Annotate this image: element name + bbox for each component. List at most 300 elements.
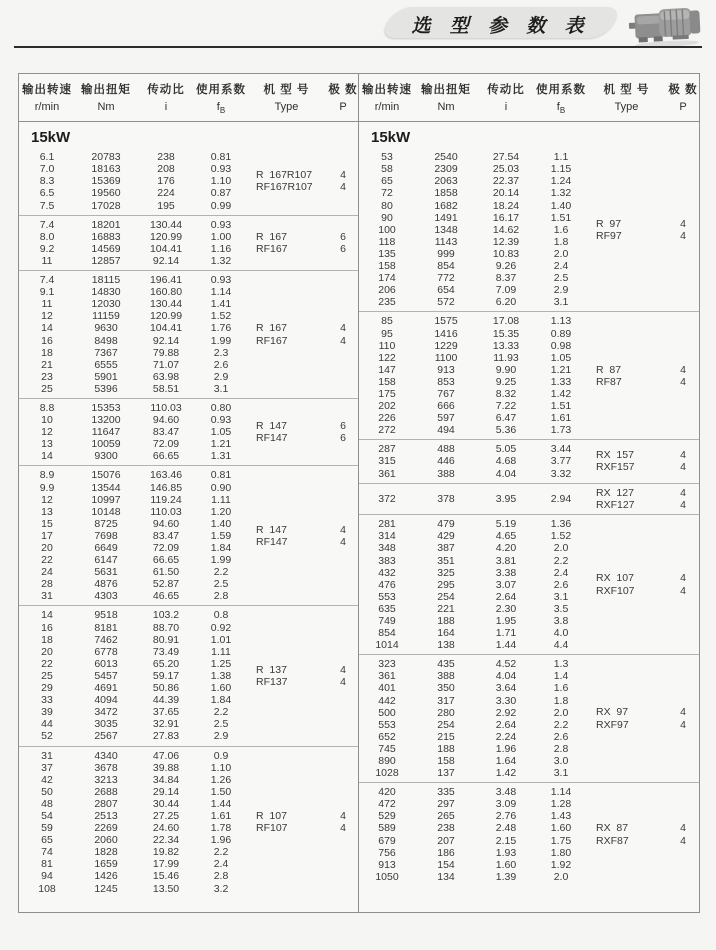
table-block xyxy=(19,605,358,745)
model-line xyxy=(587,572,699,584)
model-poles: 4 xyxy=(680,375,686,388)
table-row xyxy=(19,883,247,895)
cell-speed: 14 xyxy=(41,322,53,335)
cell-speed: 235 xyxy=(378,296,396,309)
cell-ratio: 3.07 xyxy=(495,578,517,591)
cell-speed: 16 xyxy=(41,621,53,634)
cell-ratio: 176 xyxy=(157,175,175,188)
model-line xyxy=(247,676,359,688)
table-row xyxy=(19,371,247,383)
cell-speed: 65 xyxy=(41,834,53,847)
model-poles: 4 xyxy=(340,535,346,548)
cell-ratio: 2.76 xyxy=(495,810,517,823)
cell-factor: 2.0 xyxy=(553,247,569,260)
table-row xyxy=(19,762,247,774)
cell-ratio: 10.83 xyxy=(492,247,520,260)
cell-ratio: 47.06 xyxy=(152,749,180,762)
table-block xyxy=(359,148,699,311)
table-row xyxy=(359,493,587,505)
cell-speed: 22 xyxy=(41,657,53,670)
table-row xyxy=(19,670,247,682)
table-row xyxy=(19,530,247,542)
model-line xyxy=(587,376,699,388)
cell-ratio: 83.47 xyxy=(152,529,180,542)
model-poles: 4 xyxy=(680,461,686,474)
cell-ratio: 2.92 xyxy=(495,706,517,719)
cell-factor: 1.8 xyxy=(553,694,569,707)
cell-factor: 2.0 xyxy=(553,706,569,719)
table-row xyxy=(19,694,247,706)
table-row xyxy=(359,859,587,871)
table-row xyxy=(359,670,587,682)
model-type: R 147 xyxy=(256,419,287,432)
cell-torque: 913 xyxy=(437,363,455,376)
cell-speed: 28 xyxy=(41,578,53,591)
model-box xyxy=(247,322,359,347)
cell-speed: 18 xyxy=(41,633,53,646)
cell-ratio: 130.44 xyxy=(149,218,183,231)
cell-ratio: 238 xyxy=(157,151,175,164)
cell-ratio: 9.26 xyxy=(495,260,517,273)
table-row xyxy=(359,798,587,810)
cell-speed: 58 xyxy=(381,163,393,176)
cell-ratio: 65.20 xyxy=(152,657,180,670)
cell-speed: 652 xyxy=(378,730,396,743)
cell-factor: 1.80 xyxy=(550,846,572,859)
cell-torque: 188 xyxy=(437,742,455,755)
table-row xyxy=(359,224,587,236)
page-title: 选 型 参 数 表 xyxy=(411,16,591,37)
block-rows xyxy=(359,493,587,505)
model-line xyxy=(587,364,699,376)
table-row xyxy=(19,646,247,658)
cell-speed: 16 xyxy=(41,334,53,347)
power-label-right: 15kW xyxy=(371,129,411,147)
cell-ratio: 20.14 xyxy=(492,187,520,200)
model-box xyxy=(247,231,359,256)
cell-factor: 0.99 xyxy=(210,199,232,212)
cell-ratio: 73.49 xyxy=(152,645,180,658)
cell-ratio: 4.65 xyxy=(495,530,517,543)
cell-speed: 20 xyxy=(41,645,53,658)
cell-factor: 1.61 xyxy=(550,412,572,425)
cell-factor: 3.44 xyxy=(550,443,572,456)
cell-torque: 4303 xyxy=(94,590,118,603)
cell-factor: 2.4 xyxy=(553,260,569,273)
cell-ratio: 61.50 xyxy=(152,566,180,579)
model-box xyxy=(247,810,359,835)
cell-speed: 158 xyxy=(378,260,396,273)
cell-torque: 5457 xyxy=(94,669,118,682)
cell-ratio: 63.98 xyxy=(152,370,180,383)
cell-factor: 1.40 xyxy=(550,199,572,212)
cell-speed: 756 xyxy=(378,846,396,859)
table-block xyxy=(19,746,358,898)
cell-ratio: 11.93 xyxy=(493,351,519,364)
table-row xyxy=(19,834,247,846)
cell-factor: 3.5 xyxy=(553,602,569,615)
model-type: RF167 xyxy=(256,334,288,347)
model-line xyxy=(587,487,699,499)
table-row xyxy=(359,822,587,834)
col-header-5 xyxy=(666,81,699,115)
cell-ratio: 110.03 xyxy=(150,401,182,414)
cell-torque: 11159 xyxy=(92,310,120,323)
cell-torque: 7462 xyxy=(94,633,118,646)
cell-ratio: 34.84 xyxy=(152,773,180,786)
cell-factor: 1.21 xyxy=(550,363,572,376)
cell-torque: 12857 xyxy=(91,254,121,267)
cell-factor: 1.6 xyxy=(553,223,569,236)
model-type: RX 127 xyxy=(596,486,634,499)
cell-speed: 589 xyxy=(378,822,396,835)
table-row xyxy=(19,858,247,870)
cell-speed: 80 xyxy=(381,199,393,212)
cell-speed: 95 xyxy=(381,327,393,340)
cell-torque: 5901 xyxy=(94,370,118,383)
cell-factor: 2.9 xyxy=(213,370,229,383)
cell-torque: 3472 xyxy=(94,706,118,719)
model-type: R 147 xyxy=(256,523,287,536)
cell-ratio: 8.37 xyxy=(495,272,517,285)
cell-torque: 12030 xyxy=(91,298,121,311)
cell-factor: 3.2 xyxy=(213,882,229,895)
model-line xyxy=(247,822,359,834)
model-line xyxy=(247,810,359,822)
cell-factor: 1.52 xyxy=(210,310,232,323)
model-box xyxy=(587,449,699,474)
cell-factor: 1.73 xyxy=(550,424,572,437)
col-unit: Type xyxy=(614,101,639,113)
cell-ratio: 9.90 xyxy=(495,363,517,376)
table-row xyxy=(19,810,247,822)
cell-ratio: 2.30 xyxy=(495,602,517,615)
cell-factor: 1.61 xyxy=(210,809,232,822)
table-row xyxy=(359,328,587,340)
table-row xyxy=(359,542,587,554)
cell-ratio: 15.46 xyxy=(152,870,180,883)
cell-ratio: 22.34 xyxy=(152,834,180,847)
table-row xyxy=(359,163,587,175)
cell-factor: 0.93 xyxy=(210,414,232,427)
cell-ratio: 25.03 xyxy=(492,163,520,176)
cell-ratio: 6.47 xyxy=(495,412,517,425)
cell-torque: 15076 xyxy=(91,469,121,482)
cell-ratio: 27.83 xyxy=(152,730,180,743)
cell-torque: 335 xyxy=(437,786,455,799)
cell-ratio: 104.41 xyxy=(149,242,183,255)
model-poles: 4 xyxy=(680,706,686,719)
table-row xyxy=(359,296,587,308)
cell-factor: 1.4 xyxy=(553,670,569,683)
cell-factor: 2.9 xyxy=(553,284,569,297)
cell-ratio: 94.60 xyxy=(152,517,180,530)
cell-ratio: 9.25 xyxy=(495,375,517,388)
cell-ratio: 196.41 xyxy=(149,274,183,287)
cell-factor: 0.8 xyxy=(213,609,229,622)
cell-ratio: 3.48 xyxy=(495,786,517,799)
table-block xyxy=(19,215,358,270)
model-box xyxy=(247,169,359,194)
cell-ratio: 44.39 xyxy=(152,694,180,707)
col-header-2 xyxy=(477,81,535,115)
cell-torque: 18201 xyxy=(91,218,121,231)
cell-ratio: 2.64 xyxy=(495,718,517,731)
table-row xyxy=(359,615,587,627)
cell-torque: 18115 xyxy=(91,274,121,287)
model-poles: 4 xyxy=(340,322,346,335)
cell-torque: 297 xyxy=(437,798,455,811)
cell-factor: 2.2 xyxy=(553,718,569,731)
table-row xyxy=(19,274,247,286)
table-row xyxy=(359,603,587,615)
block-rows xyxy=(19,750,247,895)
table-block xyxy=(19,148,358,214)
model-type: R 97 xyxy=(596,217,622,230)
cell-factor: 1.51 xyxy=(550,400,572,413)
table-row xyxy=(359,212,587,224)
table-row xyxy=(19,450,247,462)
cell-factor: 2.4 xyxy=(213,858,229,871)
table-row xyxy=(19,750,247,762)
cell-ratio: 17.99 xyxy=(152,858,180,871)
cell-speed: 7.4 xyxy=(39,218,55,231)
cell-factor: 1.10 xyxy=(210,175,232,188)
model-type: RF137 xyxy=(256,675,288,688)
cell-ratio: 66.65 xyxy=(152,554,180,567)
cell-factor: 2.6 xyxy=(553,578,569,591)
cell-ratio: 13.33 xyxy=(492,339,520,352)
gearmotor-photo xyxy=(625,0,707,50)
cell-torque: 2513 xyxy=(94,809,118,822)
cell-factor: 1.10 xyxy=(210,761,232,774)
table-row xyxy=(19,286,247,298)
table-row xyxy=(19,774,247,786)
table-row xyxy=(19,786,247,798)
cell-ratio: 3.81 xyxy=(495,554,517,567)
cell-factor: 2.2 xyxy=(213,566,229,579)
cell-speed: 135 xyxy=(378,247,396,260)
table-body-right xyxy=(359,148,699,886)
model-type: RXF107 xyxy=(596,584,635,597)
table-row xyxy=(359,786,587,798)
cell-speed: 281 xyxy=(378,518,396,531)
cell-speed: 90 xyxy=(381,211,393,224)
table-row xyxy=(19,706,247,718)
cell-factor: 1.13 xyxy=(550,315,572,328)
cell-torque: 435 xyxy=(437,658,455,671)
model-poles: 6 xyxy=(340,419,346,432)
model-line xyxy=(587,449,699,461)
cell-ratio: 72.09 xyxy=(152,542,180,554)
cell-speed: 8.9 xyxy=(39,469,55,482)
table-row xyxy=(19,322,247,334)
cell-factor: 0.87 xyxy=(210,187,232,200)
model-poles: 4 xyxy=(340,663,346,676)
cell-speed: 13 xyxy=(41,438,53,451)
model-line xyxy=(587,218,699,230)
cell-factor: 1.24 xyxy=(550,175,572,188)
table-header-right xyxy=(359,74,699,122)
cell-speed: 22 xyxy=(41,554,53,567)
cell-torque: 388 xyxy=(437,670,455,683)
cell-factor: 3.1 xyxy=(213,382,229,395)
model-type: RF147 xyxy=(256,432,288,445)
cell-torque: 3678 xyxy=(94,761,118,774)
cell-speed: 23 xyxy=(41,370,53,383)
cell-ratio: 3.95 xyxy=(495,492,517,505)
block-rows xyxy=(359,518,587,651)
cell-speed: 48 xyxy=(41,797,53,810)
table-row xyxy=(359,151,587,163)
cell-factor: 2.8 xyxy=(553,742,569,755)
table-row xyxy=(359,871,587,883)
cell-torque: 254 xyxy=(437,718,455,731)
model-type: R 167 xyxy=(256,230,287,243)
cell-factor: 0.98 xyxy=(550,339,572,352)
cell-torque: 494 xyxy=(437,424,455,437)
cell-ratio: 146.85 xyxy=(149,481,183,494)
model-line xyxy=(247,231,359,243)
model-poles: 4 xyxy=(680,217,686,230)
cell-torque: 188 xyxy=(437,614,455,627)
table-row xyxy=(19,469,247,481)
table-row xyxy=(19,846,247,858)
cell-factor: 1.11 xyxy=(211,493,231,506)
cell-torque: 4094 xyxy=(94,694,118,707)
cell-torque: 772 xyxy=(437,272,455,285)
cell-factor: 2.3 xyxy=(213,346,229,359)
table-row xyxy=(359,284,587,296)
cell-speed: 74 xyxy=(41,846,53,859)
cell-speed: 500 xyxy=(378,706,396,719)
model-type: RF167 xyxy=(256,242,288,255)
cell-speed: 37 xyxy=(41,761,53,774)
col-header-3 xyxy=(535,81,587,115)
cell-torque: 6778 xyxy=(94,645,118,658)
table-row xyxy=(19,566,247,578)
cell-ratio: 1.42 xyxy=(495,767,517,780)
cell-torque: 9300 xyxy=(94,450,118,463)
cell-torque: 479 xyxy=(437,518,455,531)
model-line xyxy=(587,461,699,473)
cell-factor: 1.31 xyxy=(210,450,232,463)
cell-torque: 378 xyxy=(437,492,455,505)
cell-torque: 15369 xyxy=(91,175,121,188)
cell-speed: 21 xyxy=(41,358,53,371)
cell-factor: 1.52 xyxy=(550,530,572,543)
table-row xyxy=(19,187,247,199)
table-block xyxy=(359,782,699,886)
table-row xyxy=(359,388,587,400)
table-row xyxy=(359,260,587,272)
cell-speed: 635 xyxy=(378,602,396,615)
cell-ratio: 7.09 xyxy=(495,284,517,297)
cell-speed: 110 xyxy=(378,339,396,352)
cell-torque: 5631 xyxy=(94,566,118,579)
col-header-4 xyxy=(587,81,666,115)
cell-torque: 429 xyxy=(437,530,455,543)
cell-speed: 31 xyxy=(41,749,53,762)
cell-factor: 2.8 xyxy=(213,870,229,883)
cell-ratio: 3.64 xyxy=(495,682,517,695)
cell-torque: 158 xyxy=(437,755,455,767)
cell-ratio: 88.70 xyxy=(152,621,180,634)
cell-torque: 5396 xyxy=(94,382,118,395)
table-row xyxy=(359,340,587,352)
table-header-left xyxy=(19,74,358,122)
table-row xyxy=(359,555,587,567)
cell-ratio: 27.25 xyxy=(152,809,180,822)
cell-torque: 4691 xyxy=(94,682,118,695)
model-type: R 167R107 xyxy=(256,169,313,182)
cell-factor: 2.8 xyxy=(213,590,229,603)
model-poles: 4 xyxy=(340,169,346,182)
cell-torque: 186 xyxy=(437,846,455,859)
cell-speed: 81 xyxy=(41,858,53,871)
table-block xyxy=(359,514,699,654)
cell-factor: 1.26 xyxy=(210,773,232,786)
cell-torque: 1100 xyxy=(434,351,458,364)
model-type: RXF157 xyxy=(596,461,635,474)
model-type: R 137 xyxy=(256,663,287,676)
model-poles: 4 xyxy=(340,334,346,347)
table-row xyxy=(19,200,247,212)
cell-torque: 238 xyxy=(437,822,455,835)
cell-ratio: 37.65 xyxy=(152,706,180,719)
cell-torque: 350 xyxy=(437,682,455,695)
cell-speed: 53 xyxy=(381,151,393,164)
cell-factor: 1.36 xyxy=(550,518,572,531)
cell-factor: 3.77 xyxy=(550,455,572,468)
model-line xyxy=(587,585,699,597)
table-row xyxy=(19,347,247,359)
cell-torque: 19560 xyxy=(91,187,121,200)
cell-torque: 8181 xyxy=(94,621,118,634)
table-row xyxy=(19,335,247,347)
cell-factor: 1.99 xyxy=(210,334,232,347)
table-block xyxy=(19,465,358,605)
cell-factor: 3.8 xyxy=(553,614,569,627)
cell-ratio: 5.19 xyxy=(495,518,517,531)
cell-torque: 1229 xyxy=(434,339,458,352)
table-row xyxy=(19,494,247,506)
block-rows xyxy=(359,151,587,308)
cell-ratio: 12.39 xyxy=(492,235,520,248)
cell-speed: 202 xyxy=(378,400,396,413)
model-line xyxy=(587,719,699,731)
model-line xyxy=(247,243,359,255)
table-row xyxy=(359,567,587,579)
cell-speed: 118 xyxy=(378,235,396,248)
table-row xyxy=(359,579,587,591)
cell-speed: 25 xyxy=(41,669,53,682)
cell-speed: 420 xyxy=(378,786,396,799)
cell-ratio: 1.93 xyxy=(495,846,517,859)
table-block xyxy=(359,654,699,782)
table-row xyxy=(359,847,587,859)
cell-torque: 154 xyxy=(437,858,455,871)
col-label: 使用系数 xyxy=(196,84,246,96)
cell-speed: 8.3 xyxy=(39,175,55,188)
cell-speed: 33 xyxy=(41,694,53,707)
col-label: 极 数 xyxy=(328,84,358,96)
cell-torque: 6649 xyxy=(94,542,118,554)
model-line xyxy=(247,536,359,548)
cell-speed: 44 xyxy=(41,718,53,731)
cell-speed: 442 xyxy=(378,694,396,707)
cell-speed: 18 xyxy=(41,346,53,359)
